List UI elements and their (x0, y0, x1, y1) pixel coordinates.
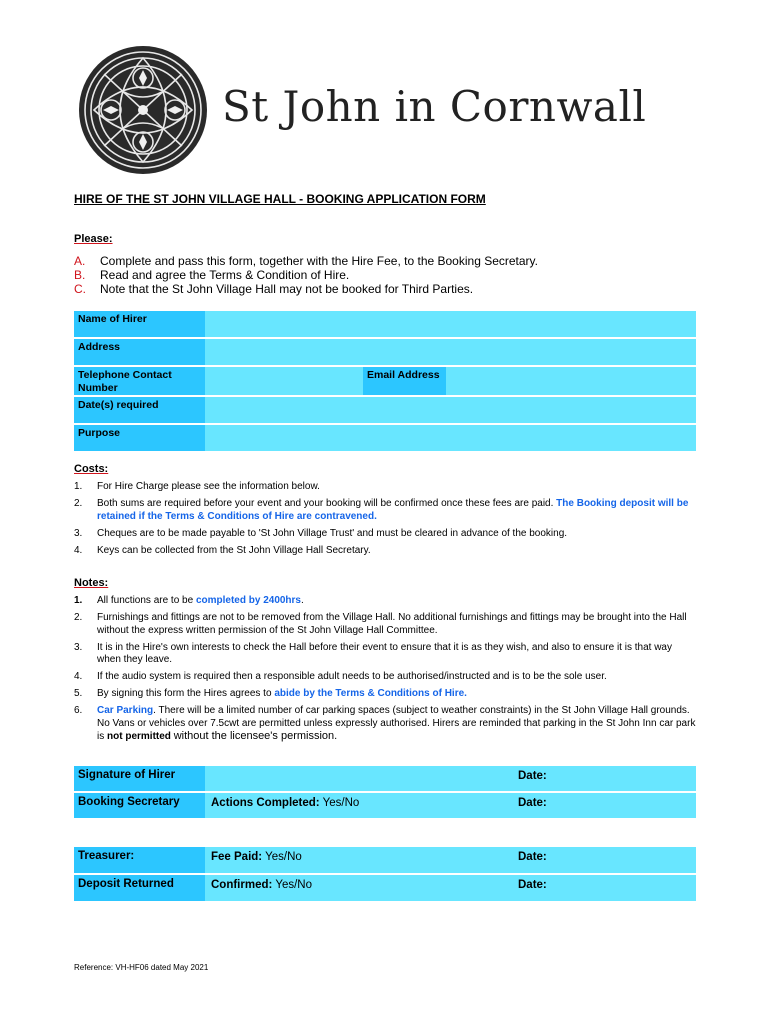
item-text-part: without the licensee's permission. (173, 730, 338, 742)
confirmed (211, 879, 312, 891)
email-label: Email Address (363, 367, 446, 395)
celtic-knot-icon (74, 44, 212, 176)
hirer-details-form (74, 311, 696, 453)
instructions-list (74, 254, 538, 296)
list-item (74, 498, 696, 523)
instruction-text: Read and agree the Terms & Condition of Hire. (100, 268, 350, 282)
list-item (74, 705, 696, 744)
not-permitted-text: not permitted (107, 731, 171, 742)
purpose-label: Purpose (74, 425, 205, 451)
item-number: 1. (74, 595, 83, 606)
instruction-item (74, 268, 538, 282)
fee-label: Fee Paid: (211, 851, 263, 863)
form-title: HIRE OF THE ST JOHN VILLAGE HALL - BOOKING APPLICATION FORM (74, 192, 486, 206)
item-number: 4. (74, 544, 83, 556)
item-number: 2. (74, 498, 83, 509)
fee-paid (211, 851, 302, 863)
signature-label: Signature of Hirer (74, 766, 205, 791)
deposit-returned-label: Deposit Returned (74, 875, 205, 901)
address-field[interactable] (74, 339, 696, 365)
item-text (97, 705, 696, 744)
item-number: 5. (74, 688, 83, 699)
deposit-returned-row[interactable] (74, 875, 696, 901)
item-number: 2. (74, 612, 83, 623)
item-text: Cheques are to be made payable to 'St John Village Trust' and must be cleared in advance of the booking. (97, 527, 568, 539)
item-number: 1. (74, 481, 83, 492)
instruction-letter: A. (74, 254, 86, 268)
reference-footer: Reference: VH-HF06 dated May 2021 (74, 963, 209, 972)
instruction-item (74, 282, 538, 296)
item-text-part: . There will be a limited number of car parking spaces (subject to weather constraints) in the St John Village Hall grounds. No Vans or vehicles over 7.5cwt are permitted unless expressly authorised. Hirers are reminded that parking in the St John Inn car park is (97, 705, 696, 742)
booking-secretary-label: Booking Secretary (74, 793, 205, 818)
date-label: Date: (518, 879, 547, 891)
terms-link: abide by the Terms & Conditions of Hire. (274, 688, 467, 699)
list-item (74, 481, 696, 494)
signature-row[interactable] (74, 766, 696, 791)
booking-secretary-row[interactable] (74, 793, 696, 818)
item-number: 4. (74, 671, 83, 682)
item-text: Keys can be collected from the St John Village Hall Secretary. (97, 544, 371, 556)
item-text-part: By signing this form the Hires agrees to (97, 688, 272, 699)
list-item (74, 612, 696, 637)
telephone-label: Telephone Contact Number (74, 367, 205, 395)
treasurer-row[interactable] (74, 847, 696, 873)
actions-label: Actions Completed: (211, 797, 320, 809)
item-number: 3. (74, 527, 83, 539)
purpose-field[interactable] (74, 425, 696, 451)
confirmed-value: Yes/No (275, 879, 312, 891)
item-text (97, 688, 696, 701)
actions-value: Yes/No (322, 797, 360, 809)
name-label: Name of Hirer (74, 311, 205, 337)
fee-value: Yes/No (265, 851, 302, 863)
name-field[interactable] (74, 311, 696, 337)
item-text: For Hire Charge please see the information below. (97, 481, 320, 492)
item-text-part: All functions are to be (97, 595, 194, 606)
item-text: It is in the Hire's own interests to check the Hall before their event to ensure that it is as they wish, and also to ensure it is that way when they leave. (97, 641, 672, 665)
list-item (74, 688, 696, 701)
address-label: Address (74, 339, 205, 365)
item-text-part: . (301, 595, 304, 606)
brand-title: St John in Cornwall (222, 82, 647, 131)
costs-heading: Costs: (74, 463, 109, 475)
telephone-field[interactable] (74, 367, 696, 395)
date-label: Date: (518, 770, 547, 782)
instruction-item (74, 254, 538, 268)
confirmed-label: Confirmed: (211, 879, 273, 891)
list-item (74, 545, 696, 558)
item-text: Furnishings and fittings are not to be removed from the Village Hall. No additional furnishings and fittings may be brought into the Hall without the express written permission of the St John Village Hall Committee. (97, 612, 687, 636)
finance-table (74, 847, 696, 903)
instruction-text: Note that the St John Village Hall may not be booked for Third Parties. (100, 282, 474, 296)
list-item (74, 595, 696, 608)
instruction-letter: C. (74, 282, 86, 296)
dates-label: Date(s) required (74, 397, 205, 423)
deposit-warning: The Booking deposit will be retained if the Terms & Conditions of Hire are contravened. (97, 498, 689, 522)
item-text: If the audio system is required then a responsible adult needs to be authorised/instructed and is to be the sole user. (97, 671, 607, 682)
item-number: 3. (74, 641, 83, 653)
item-text (97, 498, 696, 523)
item-number: 6. (74, 705, 83, 716)
date-label: Date: (518, 797, 547, 809)
treasurer-label: Treasurer: (74, 847, 205, 873)
completion-time: completed by 2400hrs (195, 595, 301, 606)
list-item (74, 671, 696, 684)
costs-list (74, 481, 696, 562)
list-item (74, 528, 696, 541)
car-parking-heading: Car Parking (97, 705, 154, 716)
item-text (97, 595, 696, 608)
please-heading: Please: (74, 233, 113, 245)
date-label: Date: (518, 851, 547, 863)
actions-completed (211, 797, 359, 809)
dates-field[interactable] (74, 397, 696, 423)
signoff-table (74, 766, 696, 820)
notes-list (74, 595, 696, 748)
instruction-text: Complete and pass this form, together with the Hire Fee, to the Booking Secretary. (100, 254, 538, 268)
instruction-letter: B. (74, 268, 86, 282)
list-item (74, 642, 696, 667)
item-text-part: Both sums are required before your event and your booking will be confirmed once these fees are paid. (97, 498, 554, 509)
notes-heading: Notes: (74, 577, 109, 589)
